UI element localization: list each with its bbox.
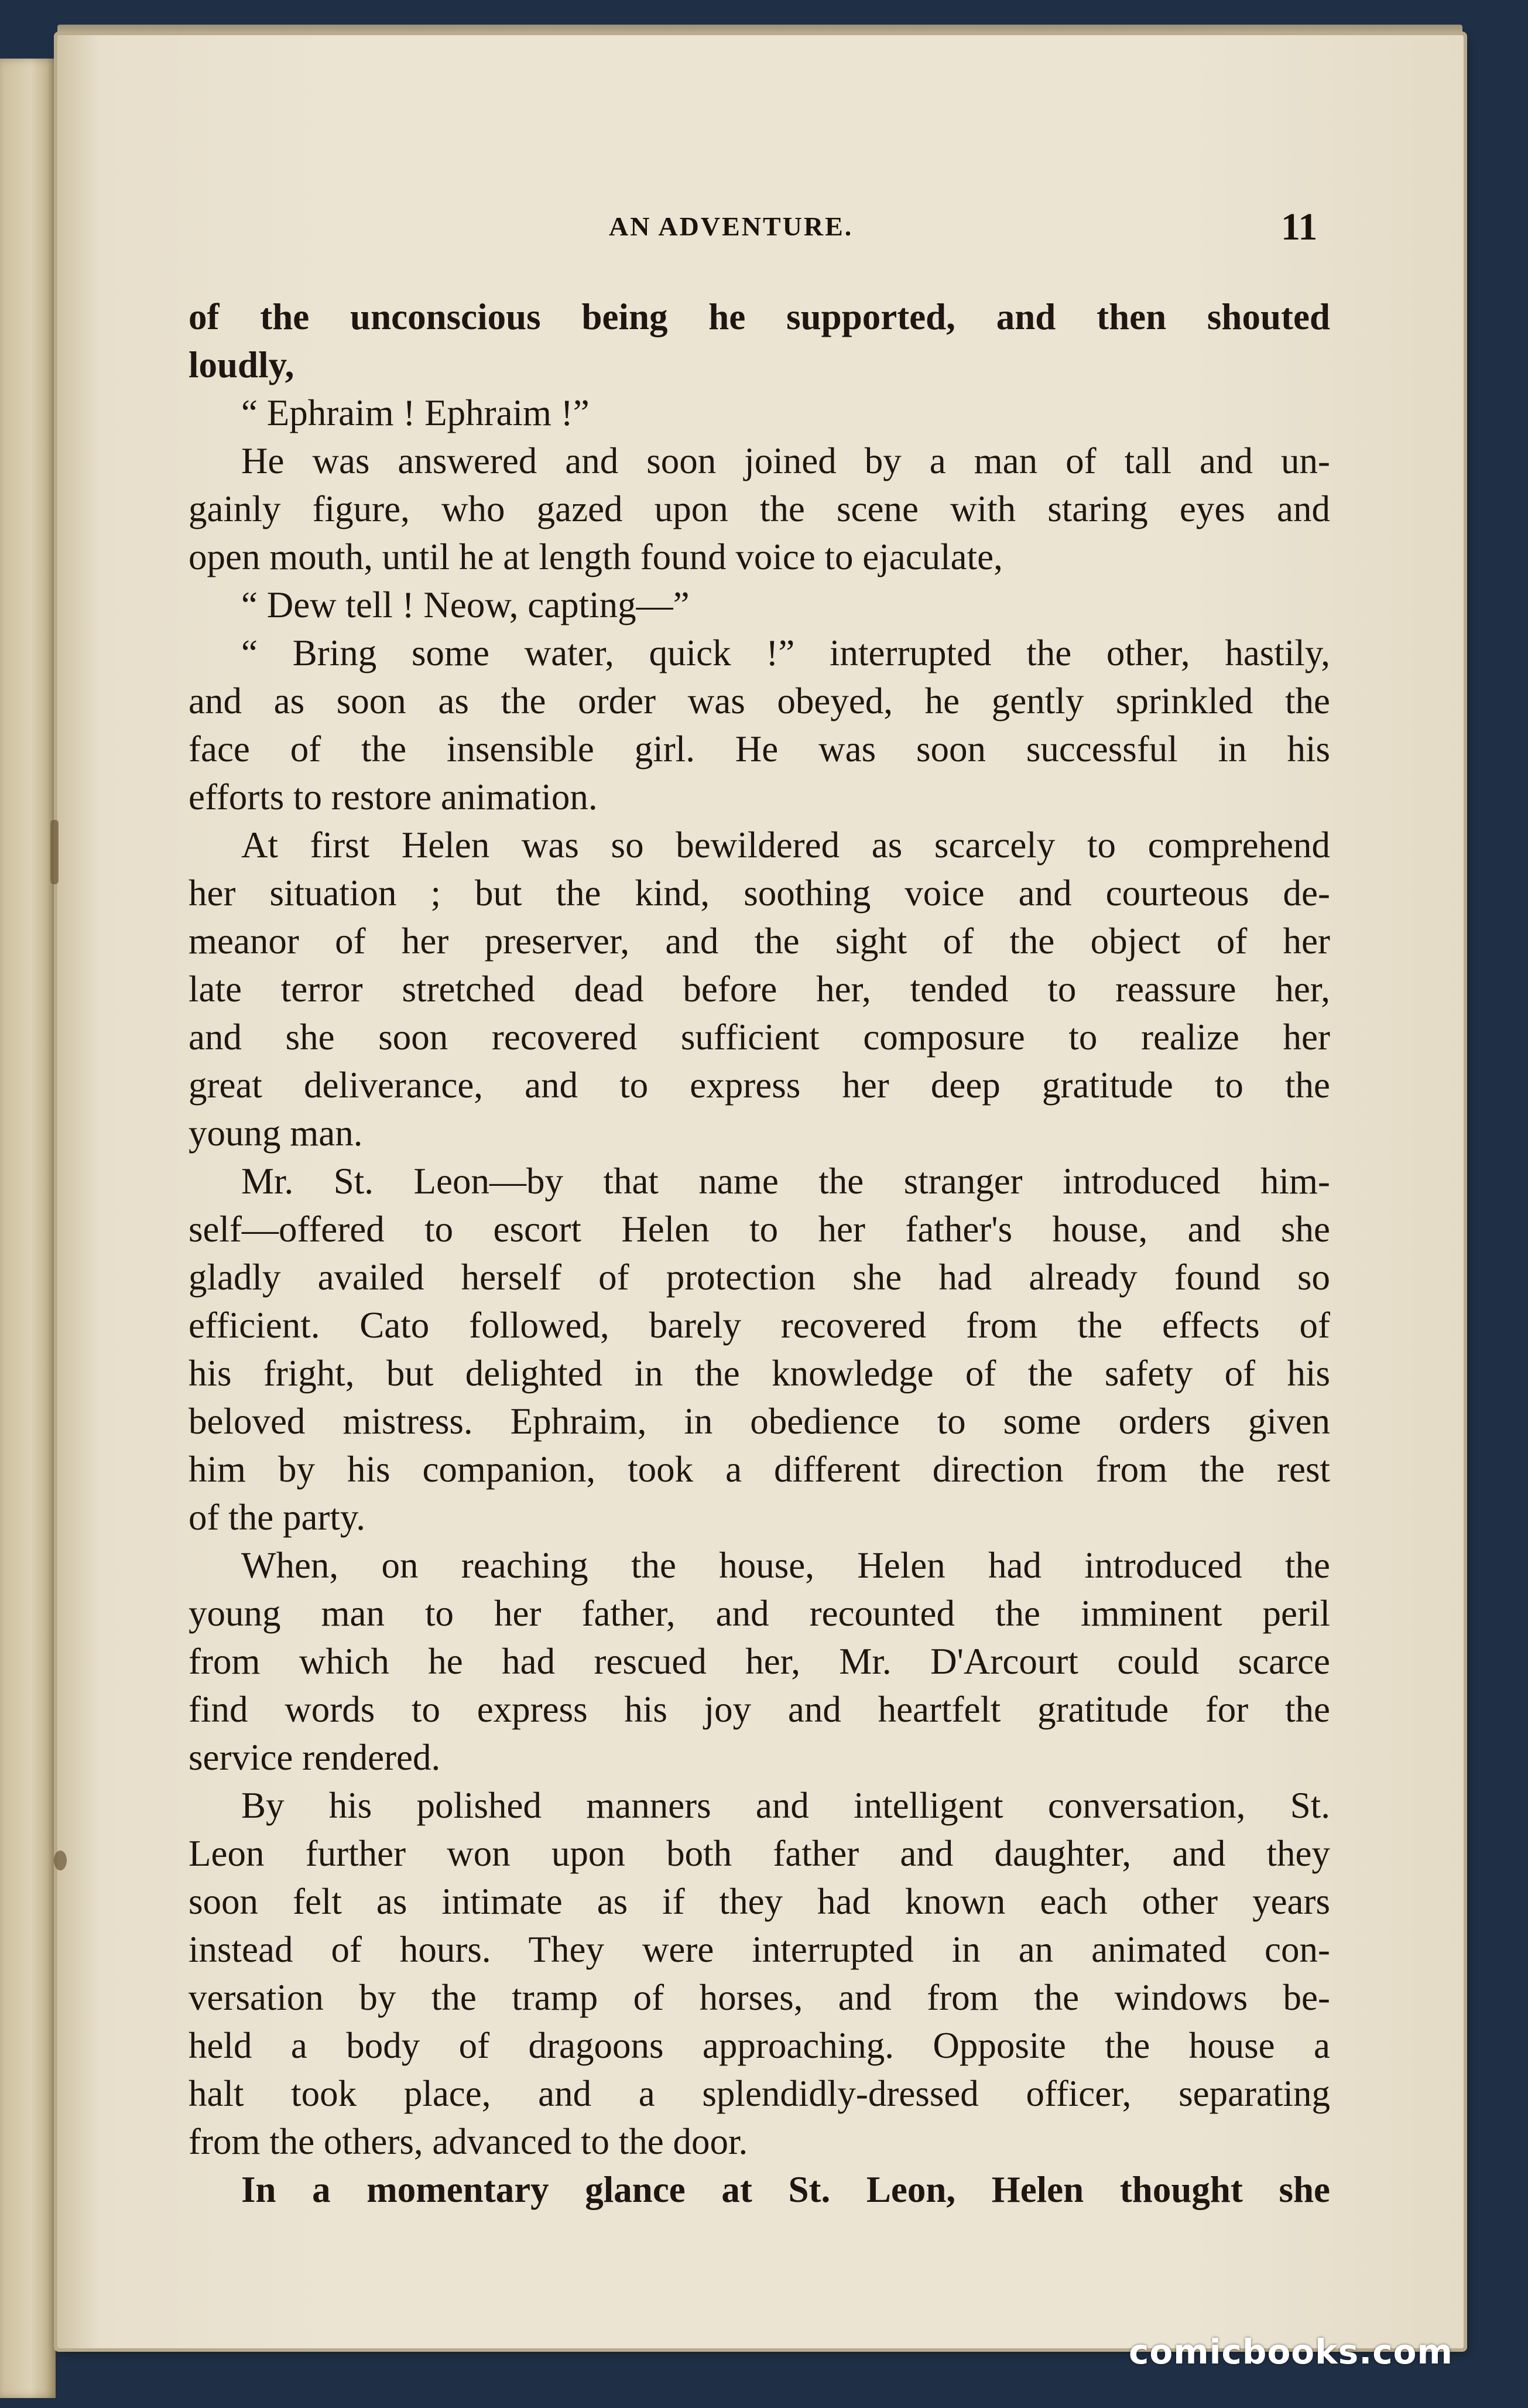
page-stain bbox=[54, 1851, 67, 1870]
text-line: Mr. St. Leon—by that name the stranger introduced him- bbox=[241, 1161, 1330, 1202]
text-line: of the unconscious being he supported, and then shouted bbox=[189, 296, 1330, 337]
text-line: soon felt as intimate as if they had known each other years bbox=[189, 1881, 1330, 1922]
text-line: from the others, advanced to the door. bbox=[189, 2121, 748, 2162]
text-line: He was answered and soon joined by a man of tall and un- bbox=[241, 440, 1330, 481]
text-line: beloved mistress. Ephraim, in obedience to some orders given bbox=[189, 1401, 1330, 1442]
text-line: “ Bring some water, quick !” interrupted the other, hastily, bbox=[241, 632, 1330, 673]
text-line: loudly, bbox=[189, 344, 294, 385]
running-head bbox=[0, 206, 1528, 248]
text-line: young man to her father, and recounted the imminent peril bbox=[189, 1593, 1330, 1634]
text-line: great deliverance, and to express her deep gratitude to the bbox=[189, 1065, 1330, 1106]
text-line: efficient. Cato followed, barely recovered from the effects of bbox=[189, 1305, 1330, 1346]
text-line: his fright, but delighted in the knowledge of the safety of his bbox=[189, 1353, 1330, 1394]
running-title: AN ADVENTURE. bbox=[609, 211, 854, 241]
text-line: “ Dew tell ! Neow, capting—” bbox=[241, 584, 690, 625]
text-line: Leon further won upon both father and daughter, and they bbox=[189, 1833, 1330, 1874]
text-line: gladly availed herself of protection she had already found so bbox=[189, 1257, 1330, 1298]
watermark: comicbooks.com bbox=[1129, 2332, 1453, 2372]
text-line: efforts to restore animation. bbox=[189, 777, 598, 818]
text-line: By his polished manners and intelligent conversation, St. bbox=[241, 1785, 1330, 1826]
text-line: service rendered. bbox=[189, 1737, 441, 1778]
facing-page-edge bbox=[0, 59, 56, 2398]
text-line: In a momentary glance at St. Leon, Helen thought she bbox=[241, 2169, 1330, 2210]
text-line: At first Helen was so bewildered as scarcely to comprehend bbox=[241, 825, 1330, 866]
text-line: halt took place, and a splendidly-dressed officer, separating bbox=[189, 2073, 1330, 2114]
text-line: and she soon recovered sufficient composure to realize her bbox=[189, 1017, 1330, 1058]
text-line: find words to express his joy and heartfelt gratitude for the bbox=[189, 1689, 1330, 1730]
text-line: instead of hours. They were interrupted in an animated con- bbox=[189, 1929, 1330, 1970]
text-line: him by his companion, took a different direction from the rest bbox=[189, 1449, 1330, 1490]
text-line: late terror stretched dead before her, tended to reassure her, bbox=[189, 969, 1330, 1010]
page-number: 11 bbox=[1281, 206, 1318, 248]
text-line: open mouth, until he at length found voice to ejaculate, bbox=[189, 536, 1003, 577]
text-line: face of the insensible girl. He was soon successful in his bbox=[189, 728, 1330, 769]
body-text bbox=[189, 293, 1330, 2214]
text-line: from which he had rescued her, Mr. D'Arcourt could scarce bbox=[189, 1641, 1330, 1682]
text-line: When, on reaching the house, Helen had introduced the bbox=[241, 1545, 1330, 1586]
text-line: self—offered to escort Helen to her father's house, and she bbox=[189, 1209, 1330, 1250]
text-line: “ Ephraim ! Ephraim !” bbox=[241, 392, 590, 433]
page-stain bbox=[50, 820, 59, 884]
text-line: of the party. bbox=[189, 1497, 366, 1538]
text-line: and as soon as the order was obeyed, he gently sprinkled the bbox=[189, 680, 1330, 721]
text-line: gainly figure, who gazed upon the scene with staring eyes and bbox=[189, 488, 1330, 529]
text-line: meanor of her preserver, and the sight of the object of her bbox=[189, 921, 1330, 962]
text-line: versation by the tramp of horses, and from the windows be- bbox=[189, 1977, 1330, 2018]
text-line: young man. bbox=[189, 1113, 363, 1154]
text-line: held a body of dragoons approaching. Opposite the house a bbox=[189, 2025, 1330, 2066]
text-line: her situation ; but the kind, soothing voice and courteous de- bbox=[189, 873, 1330, 914]
